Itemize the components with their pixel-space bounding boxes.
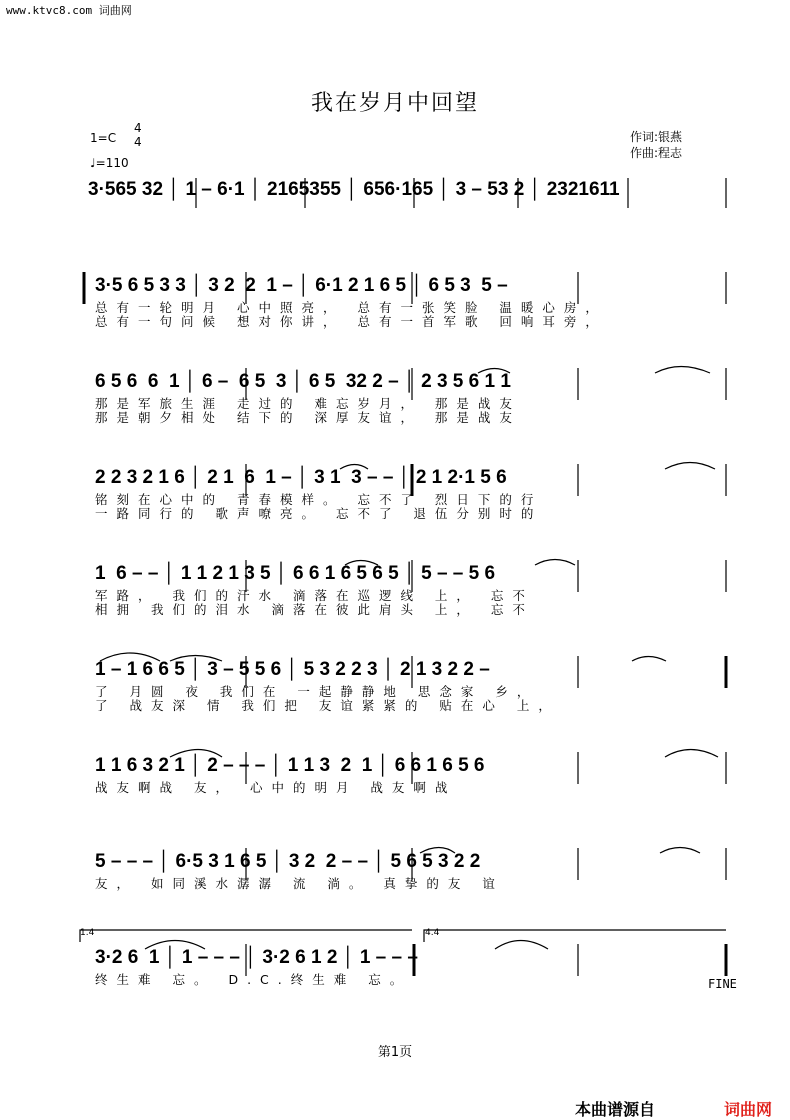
notes-row-3: 6 5 6 6 1 │ 6 – 6 5 3 │ 6 5 32 2 – │ 2 3 5 6 1 1 xyxy=(95,371,511,392)
notes-row-9: 3·2 6 1 │ 1 – – – │ 3·2 6 1 2 │ 1 – – – xyxy=(95,947,418,968)
lyrics-row-3-line-1: 那是军旅生涯 走过的 难忘岁月， 那是战友 xyxy=(95,396,521,411)
lyrics-row-4-line-1: 铭刻在心中的 青春模样。 忘不了 烈日下的行 xyxy=(95,492,543,507)
lyrics-row-5-line-1: 军路， 我们的汗水 滴落在巡逻线 上， 忘不 xyxy=(95,588,534,603)
lyrics-row-9-line-1: 终生难 忘。 D.C.终生难 忘。 xyxy=(95,972,412,987)
composer-credit: 作曲:程志 xyxy=(630,146,683,160)
notes-row-5: 1 6 – – │ 1 1 2 1 3 5 │ 6 6 1 6 5 6 5 │ 5 – – 5 6 xyxy=(95,563,496,584)
notes-row-1: 3·565 32 │ 1 – 6·1 │ 2165355 │ 656·165 │ 3 – 53 2 │ 2321611 xyxy=(88,179,620,200)
notes-row-6: 1 – 1 6 6 5 │ 3 – 5 5 6 │ 5 3 2 2 3 │ 2 1 3 2 2 – xyxy=(95,659,490,680)
lyrics-row-5-line-2: 相拥 我们的泪水 滴落在彼此肩头 上， 忘不 xyxy=(95,602,534,617)
lyrics-row-2-line-1: 总有一轮明月 心中照亮， 总有一张笑脸 温暖心房， xyxy=(95,300,607,315)
tempo-marking: ♩=110 xyxy=(90,156,129,170)
watermark-url: www.ktvc8.com 词曲网 xyxy=(6,4,132,17)
lyrics-row-8-line-1: 友， 如同溪水潺潺 流 淌。 真挚的友 谊 xyxy=(95,876,504,891)
notes-row-7: 1 1 6 3 2 1 │ 2 – – – │ 1 1 3 2 1 │ 6 6 1 6 5 6 xyxy=(95,755,485,776)
ending-2-bracket: 4.4 xyxy=(425,928,440,938)
fine-mark: FINE xyxy=(708,977,737,991)
lyrics-row-7-line-1: 战友啊战 友， 心中的明月 战友啊战 xyxy=(95,780,457,795)
page-number: 第1页 xyxy=(377,1045,413,1060)
time-signature: 4 4 xyxy=(134,121,142,149)
notes-row-2: 3·5 6 5 3 3 │ 3 2 2 1 – │ 6·1 2 1 6 5 │ 6 5 3 5 – xyxy=(95,275,508,296)
song-title: 我在岁月中回望 xyxy=(310,91,479,116)
lyrics-row-3-line-2: 那是朝夕相处 结下的 深厚友谊， 那是战友 xyxy=(95,410,521,425)
lyrics-row-4-line-2: 一路同行的 歌声嘹亮。 忘不了 退伍分别时的 xyxy=(95,506,543,521)
notes-row-8: 5 – – – │ 6·5 3 1 6 5 │ 3 2 2 – – │ 5 6 5 3 2 2 xyxy=(95,851,481,872)
ending-1-bracket: 1.4 xyxy=(80,928,95,938)
source-text: 本曲谱源自 xyxy=(575,1100,656,1119)
key-signature: 1=C xyxy=(90,131,117,145)
lyrics-row-2-line-2: 总有一句问候 想对你讲， 总有一首军歌 回响耳旁， xyxy=(95,314,607,329)
brand-logo[interactable]: 词曲网 xyxy=(724,1100,773,1119)
notes-row-4: 2 2 3 2 1 6 │ 2 1 6 1 – │ 3 1 3 – – │ 2 1 2·1 5 6 xyxy=(95,467,507,488)
lyrics-row-6-line-2: 了 战友深 情 我们把 友谊紧紧的 贴在心 上， xyxy=(95,698,560,713)
lyrics-row-6-line-1: 了 月圆 夜 我们在 一起静静地 思念家 乡， xyxy=(95,684,539,699)
lyricist-credit: 作词:银燕 xyxy=(630,130,683,144)
